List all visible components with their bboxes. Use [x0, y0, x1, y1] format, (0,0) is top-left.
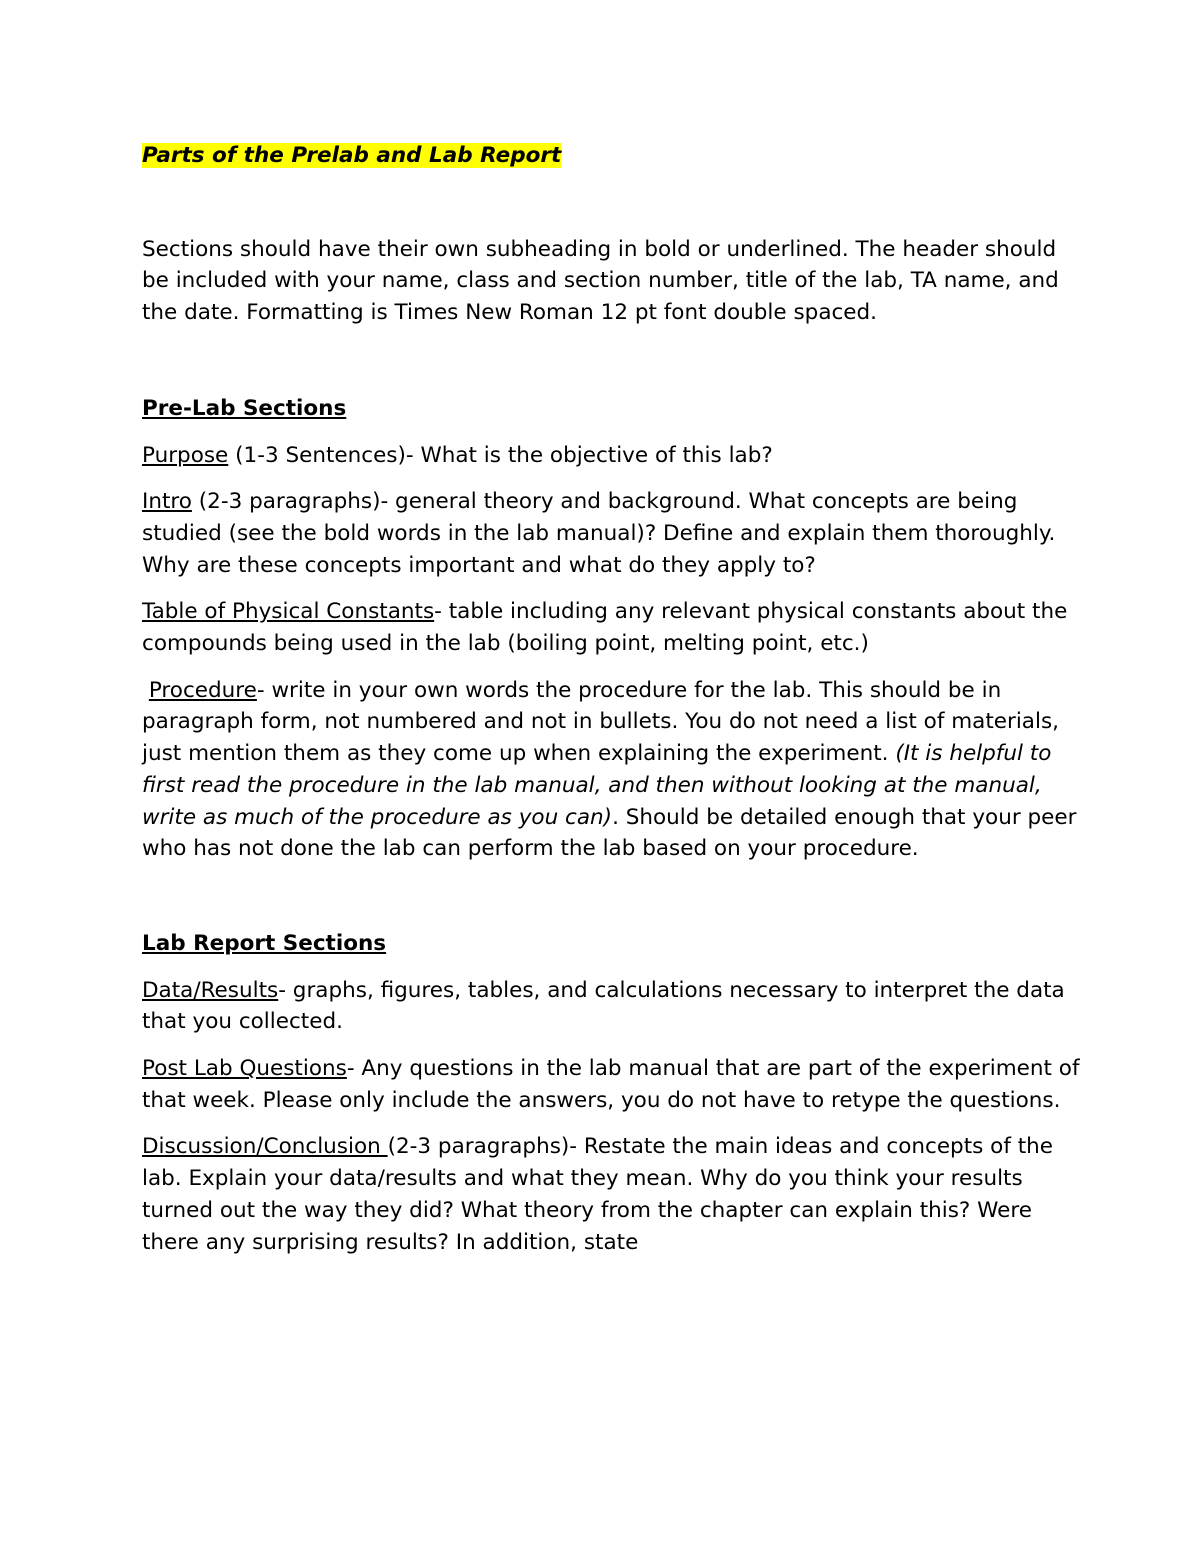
procedure-text: - write in your own words the procedure for the lab. This should be in paragraph form, not numbered and not in bullets. You do not need a list of materials, just mention them as they come up when explaining the experiment.: [142, 677, 1059, 767]
labreport-item-text: - graphs, figures, tables, and calculations necessary to interpret the data that you collected.: [142, 977, 1065, 1035]
prelab-item-term: Intro: [142, 489, 192, 515]
prelab-item-intro: [142, 486, 1082, 581]
prelab-item-procedure: [142, 675, 1082, 865]
labreport-item-term: Discussion/Conclusion: [142, 1134, 388, 1160]
labreport-item-post-lab: [142, 1053, 1082, 1116]
prelab-item-text: - table including any relevant physical constants about the compounds being used in the lab (boiling point, melting point, etc.): [142, 599, 1068, 657]
prelab-item-text: (1-3 Sentences)- What is the objective of this lab?: [228, 442, 773, 468]
prelab-heading: Pre-Lab Sections: [142, 395, 347, 421]
labreport-item-discussion: [142, 1131, 1082, 1258]
labreport-item-term: Data/Results: [142, 977, 279, 1003]
procedure-lead-space: [142, 678, 149, 703]
labreport-item-text: (2-3 paragraphs)- Restate the main ideas and concepts of the lab. Explain your data/results and what they mean. Why do you think your results turned out the way they did? What theory from the chapter can explain this? Were there any surprising results? In addition, state: [142, 1134, 1054, 1255]
procedure-italic-note: (It is helpful to first read the procedure in the lab manual, and then without looking at the manual, write as much of the procedure as you can): [142, 741, 1052, 830]
prelab-item-constants: [142, 596, 1082, 659]
prelab-item-text: (2-3 paragraphs)- general theory and background. What concepts are being studied (see the bold words in the lab manual)? Define and explain them thoroughly. Why are these concepts important and what do they apply to?: [142, 489, 1056, 578]
prelab-item-purpose: [142, 440, 1082, 472]
document-title: [142, 140, 1082, 172]
intro-paragraph: Sections should have their own subheading in bold or underlined. The header should be included with your name, class and section number, title of the lab, TA name, and the date. Formatting is Times New Roman 12 pt font double spaced.: [142, 236, 1059, 326]
document-title-text: Parts of the Prelab and Lab Report: [142, 143, 562, 168]
procedure-after-text: . Should be detailed enough that your peer who has not done the lab can perform the lab based on your procedure.: [142, 804, 1077, 862]
prelab-item-term: Purpose: [142, 442, 229, 468]
prelab-item-term: Table of Physical Constants: [142, 599, 435, 625]
labreport-item-term: Post Lab Questions: [142, 1056, 347, 1082]
document-page: [142, 140, 1082, 1258]
labreport-item-text: - Any questions in the lab manual that are part of the experiment of that week. Please only include the answers, you do not have to retype the questions.: [142, 1056, 1080, 1113]
labreport-item-data-results: [142, 975, 1082, 1038]
labreport-heading: Lab Report Sections: [142, 930, 387, 956]
procedure-term: Procedure: [148, 677, 257, 703]
